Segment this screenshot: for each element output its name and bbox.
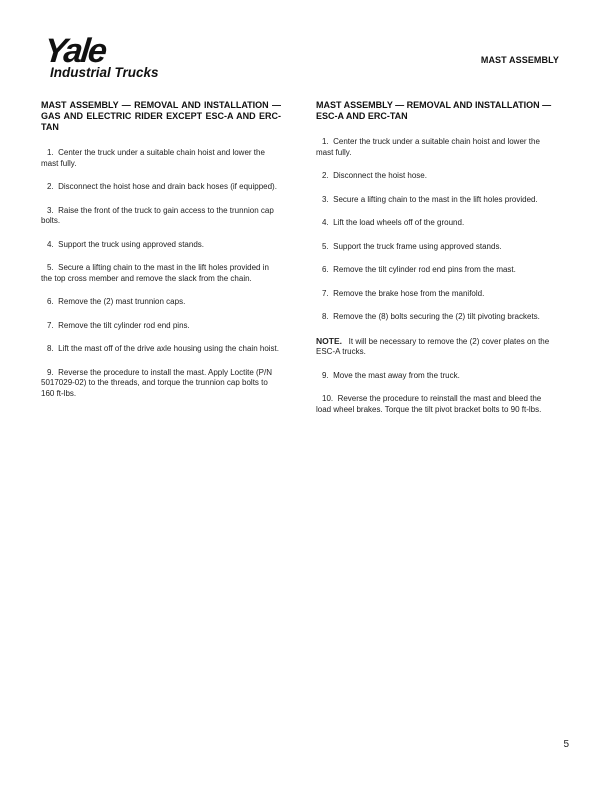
step-number: 6. — [322, 265, 329, 274]
step-number: 1. — [322, 137, 329, 146]
step-text: Reverse the procedure to install the mast. Apply Loctite (P/N 5017029-02) to the threads, and torque the trunnion cap bolts to 160 ft-lbs. — [41, 367, 273, 398]
step-text: Lift the load wheels off of the ground. — [333, 218, 465, 227]
step-text: Disconnect the hoist hose. — [333, 171, 427, 180]
step-item — [41, 148, 281, 169]
step-number: 10. — [322, 394, 334, 403]
note-label: NOTE. — [316, 335, 342, 346]
step-text: Center the truck under a suitable chain hoist and lower the mast fully. — [316, 137, 540, 157]
step-item — [316, 371, 558, 382]
step-item — [41, 297, 281, 308]
step-item — [41, 182, 281, 193]
right-steps-list-b — [316, 371, 558, 416]
step-number: 5. — [47, 263, 54, 272]
note-paragraph — [316, 336, 558, 358]
step-number: 7. — [47, 320, 54, 330]
step-item — [41, 206, 281, 227]
step-item — [316, 195, 558, 206]
step-number: 4. — [322, 218, 329, 227]
right-column — [316, 100, 558, 428]
step-item — [316, 242, 558, 253]
step-number: 9. — [322, 370, 329, 380]
step-item — [316, 218, 558, 229]
step-text: Remove the tilt cylinder rod end pins from the mast. — [333, 265, 516, 274]
step-text: Lift the mast off of the drive axle housing using the chain hoist. — [58, 344, 279, 353]
step-item — [41, 368, 281, 400]
logo-brand: Yale — [42, 32, 108, 70]
step-text: Secure a lifting chain to the mast in the lift holes provided. — [333, 194, 538, 204]
step-number: 4. — [47, 239, 54, 249]
step-text: Reverse the procedure to reinstall the mast and bleed the load wheel brakes. Torque the tilt pivot bracket bolts to 90 ft-lbs. — [316, 394, 542, 414]
step-number: 3. — [322, 194, 329, 204]
step-item — [316, 265, 558, 276]
step-item — [316, 289, 558, 300]
page-number: 5 — [563, 739, 569, 750]
step-item — [316, 171, 558, 182]
left-steps-list — [41, 148, 281, 399]
step-text: Remove the brake hose from the manifold. — [333, 288, 485, 298]
step-text: Move the mast away from the truck. — [333, 370, 460, 380]
step-text: Disconnect the hoist hose and drain back hoses (if equipped). — [58, 182, 277, 191]
step-text: Remove the tilt cylinder rod end pins. — [58, 320, 190, 330]
step-item — [316, 312, 558, 323]
step-item — [316, 137, 558, 158]
step-number: 7. — [322, 288, 329, 298]
step-number: 2. — [322, 171, 329, 180]
step-number: 8. — [322, 312, 329, 321]
step-text: Support the truck using approved stands. — [58, 239, 204, 249]
step-number: 6. — [47, 297, 54, 306]
logo-subtitle: Industrial Trucks — [50, 65, 159, 80]
page-header-title: MAST ASSEMBLY — [480, 55, 559, 65]
step-text: Remove the (8) bolts securing the (2) tilt pivoting brackets. — [333, 312, 540, 321]
step-item — [41, 263, 281, 284]
yale-logo — [42, 32, 186, 80]
step-item — [41, 344, 281, 355]
step-number: 8. — [47, 344, 54, 353]
step-number: 9. — [47, 367, 54, 377]
step-number: 3. — [47, 205, 54, 215]
right-steps-list-a — [316, 137, 558, 323]
step-text: Center the truck under a suitable chain hoist and lower the mast fully. — [41, 148, 265, 168]
step-number: 2. — [47, 182, 54, 191]
step-number: 5. — [322, 241, 329, 251]
step-item — [41, 240, 281, 251]
right-section-title: MAST ASSEMBLY — REMOVAL AND INSTALLATION — ESC-A AND ERC-TAN — [316, 100, 552, 121]
step-text: Remove the (2) mast trunnion caps. — [58, 297, 186, 306]
left-column — [41, 100, 281, 412]
step-item — [316, 394, 558, 415]
step-text: Secure a lifting chain to the mast in the lift holes provided in the top cross member and remove the slack from the chain. — [41, 263, 269, 283]
note-text: It will be necessary to remove the (2) cover plates on the ESC-A trucks. — [316, 336, 550, 356]
step-text: Support the truck frame using approved stands. — [333, 241, 502, 251]
step-item — [41, 321, 281, 332]
left-section-title: MAST ASSEMBLY — REMOVAL AND INSTALLATION — GAS AND ELECTRIC RIDER EXCEPT ESC-A AND ERC-TAN — [41, 100, 281, 132]
step-number: 1. — [47, 148, 54, 157]
step-text: Raise the front of the truck to gain access to the trunnion cap bolts. — [41, 205, 274, 225]
